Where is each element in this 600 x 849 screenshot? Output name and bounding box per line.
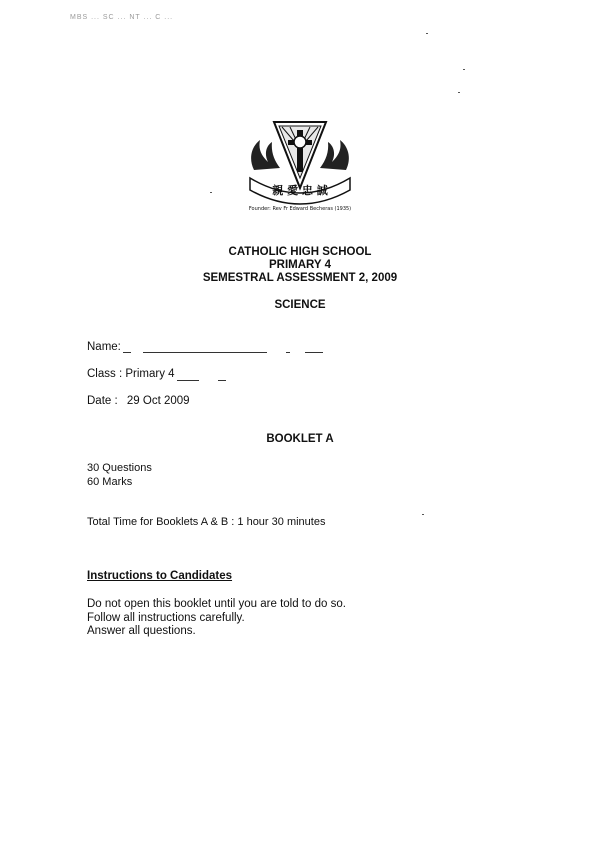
date-field (87, 395, 190, 407)
scan-speck (210, 192, 212, 193)
scan-speck (463, 69, 465, 70)
total-time: Total Time for Booklets A & B : 1 hour 30 minutes (87, 516, 326, 528)
question-count: 30 Questions (87, 462, 152, 474)
marks-count: 60 Marks (87, 476, 133, 488)
name-label: Name: (87, 341, 121, 353)
assessment-title: SEMESTRAL ASSESSMENT 2, 2009 (202, 272, 398, 284)
name-blank-line[interactable] (286, 352, 290, 353)
scan-speck (458, 92, 460, 93)
scan-header-text: MBS ... SC ... NT ... C ... (70, 14, 174, 21)
school-level: PRIMARY 4 (269, 259, 331, 271)
booklet-meta (87, 461, 152, 489)
name-blank-line[interactable] (123, 352, 131, 353)
name-field (87, 341, 121, 353)
scan-speck (422, 514, 424, 515)
class-label: Class : Primary 4 (87, 368, 175, 380)
crest-motto: 親 愛 忠 誠 (272, 184, 328, 197)
class-blank-line[interactable] (218, 380, 226, 381)
subject-title: SCIENCE (274, 299, 326, 311)
crest-founder-text: Founder: Rev Fr Edward Becheras (1935) (248, 206, 352, 212)
instruction-item: Answer all questions. (87, 625, 196, 637)
instructions-list (87, 598, 346, 639)
scan-speck (426, 33, 428, 34)
instructions-heading: Instructions to Candidates (87, 570, 233, 582)
instruction-item: Do not open this booklet until you are told to do so. (87, 598, 346, 610)
school-name: CATHOLIC HIGH SCHOOL (228, 246, 372, 258)
name-blank-line[interactable] (305, 352, 323, 353)
name-blank-line[interactable] (143, 352, 267, 353)
class-field (87, 368, 175, 380)
date-value: 29 Oct 2009 (126, 395, 190, 407)
date-label: Date : (87, 395, 118, 407)
booklet-title: BOOKLET A (266, 433, 334, 445)
school-crest-logo (246, 118, 354, 213)
instruction-item: Follow all instructions carefully. (87, 611, 245, 624)
class-blank-line[interactable] (177, 380, 199, 381)
school-title-block (150, 246, 450, 285)
